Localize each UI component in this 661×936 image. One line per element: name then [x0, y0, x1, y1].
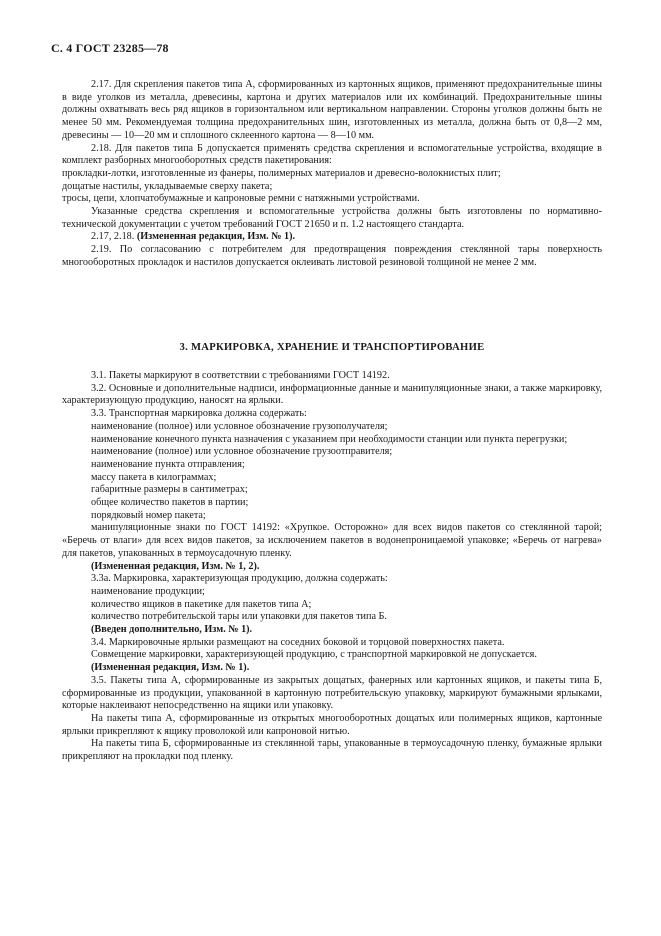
paragraph-text: дощатые настилы, укладываемые сверху пакета;: [62, 180, 273, 192]
paragraph: [62, 599, 602, 612]
paragraph-text: порядковый номер пакета;: [91, 509, 206, 521]
page-header: С. 4 ГОСТ 23285—78: [51, 41, 169, 55]
paragraph-text: наименование продукции;: [91, 585, 205, 597]
paragraph: [62, 637, 602, 650]
paragraph: [62, 446, 602, 459]
paragraph-text: Указанные средства скрепления и вспомогательные устройства должны быть изготовлены по нормативно-технической документации с учетом требований ГОСТ 21650 и п. 1.2 настоящего стандарта.: [62, 206, 602, 230]
paragraph-text: На пакеты типа А, сформированные из открытых многооборотных дощатых или полимерных ящиков, картонные ярлыки прикрепляют к ящику проволокой или капроновой нитью.: [62, 712, 602, 737]
paragraph-text: 2.17. Для скрепления пакетов типа А, сформированных из картонных ящиков, применяют предохранительные шины в виде уголков из металла, древесины, картона и других материалов или их комбинаций. Предохранительные шины должны охватывать весь ряд ящиков в горизонтальном или вертикальном направлении. Стороны уголков должны быть не менее 50 мм. Рекомендуемая толщина предохранительных шин, изготовленных из металла, должна быть от 0,8—2 мм, древесины — 10—20 мм и сплошного склеенного картона — 8—10 мм.: [62, 79, 602, 141]
paragraph: [62, 434, 602, 447]
paragraph-text: 2.19. По согласованию с потребителем для предотвращения повреждения стеклянной тары поверхность многооборотных прокладок и настилов допускается оклеивать листовой резиновой толщиной не менее 2 мм.: [62, 244, 602, 268]
section-3-body: [62, 370, 602, 764]
paragraph-text: общее количество пакетов в партии;: [91, 497, 249, 509]
paragraph: [62, 713, 602, 738]
paragraph-text: 3.3. Транспортная маркировка должна содержать:: [91, 408, 307, 420]
paragraph: [62, 624, 602, 637]
paragraph: [62, 472, 602, 485]
paragraph-text: прокладки-лотки, изготовленные из фанеры, полимерных материалов и древесно-волокнистых плит;: [62, 167, 501, 179]
paragraph: [62, 168, 602, 181]
paragraph: [62, 206, 602, 231]
paragraph-text: 3.3а. Маркировка, характеризующая продукцию, должна содержать:: [91, 573, 388, 585]
paragraph-text: 2.18. Для пакетов типа Б допускается применять средства скрепления и вспомогательные устройства, входящие в комплект разборных многооборотных средств пакетирования:: [62, 142, 602, 167]
paragraph: [62, 459, 602, 472]
paragraph: [62, 522, 602, 560]
paragraph: [62, 586, 602, 599]
paragraph-text: манипуляционные знаки по ГОСТ 14192: «Хрупкое. Осторожно» для всех видов пакетов со стеклянной тарой; «Беречь от влаги» для всех видов пакетов, за исключением пакетов в водонепроницаемой упаковке; «Беречь от нагрева» для пакетов, упакованных в термоусадочную пленку.: [62, 522, 602, 559]
paragraph: [62, 738, 602, 763]
paragraph-text: наименование пункта отправления;: [91, 458, 245, 470]
paragraph-text: габаритные размеры в сантиметрах;: [91, 484, 248, 496]
paragraph-text: 3.5. Пакеты типа А, сформированные из закрытых дощатых, фанерных или картонных ящиков, и пакеты типа Б, сформированные из продукции, упакованной в картонную потребительскую упаковку, маркируют бумажными ярлыками, которые наклеивают непосредственно на ящики или упаковку.: [62, 674, 602, 712]
paragraph-text: 3.1. Пакеты маркируют в соответствии с требованиями ГОСТ 14192.: [91, 370, 390, 381]
paragraph: [62, 244, 602, 269]
paragraph: [62, 484, 602, 497]
paragraph-text: 3.4. Маркировочные ярлыки размещают на соседних боковой и торцовой поверхностях пакета.: [91, 636, 505, 648]
paragraph: [62, 193, 602, 206]
section-title: 3. МАРКИРОВКА, ХРАНЕНИЕ И ТРАНСПОРТИРОВАНИЕ: [179, 342, 485, 353]
paragraph-text: количество потребительской тары или упаковки для пакетов типа Б.: [91, 611, 387, 623]
paragraph-text: наименование (полное) или условное обозначение грузоотправителя;: [91, 446, 393, 458]
paragraph: [62, 675, 602, 713]
paragraph: [62, 611, 602, 624]
amendment-note: (Измененная редакция, Изм. № 1, 2).: [91, 560, 260, 572]
paragraph-text: массу пакета в килограммах;: [91, 471, 217, 483]
paragraph-text: наименование (полное) или условное обозначение грузополучателя;: [91, 420, 388, 432]
paragraph: [62, 497, 602, 510]
amendment-note: (Введен дополнительно, Изм. № 1).: [91, 624, 253, 636]
paragraph: [62, 181, 602, 194]
paragraph: [62, 79, 602, 143]
paragraph-text: На пакеты типа Б, сформированные из стеклянной тары, упакованные в термоусадочную пленку, бумажные ярлыки прикрепляют на прокладки под пленку.: [62, 738, 602, 763]
paragraph: [62, 143, 602, 168]
paragraph-text: Совмещение маркировки, характеризующей продукцию, с транспортной маркировкой не допускается.: [91, 649, 537, 661]
paragraph: [62, 573, 602, 586]
paragraph: [62, 370, 602, 383]
paragraph-text: количество ящиков в пакетике для пакетов типа А;: [91, 598, 312, 610]
paragraph-text: наименование конечного пункта назначения с указанием при необходимости станции или пункта перегрузки;: [91, 433, 568, 445]
clauses-2-17-to-2-19: [62, 79, 602, 270]
paragraph: [62, 662, 602, 675]
paragraph: [62, 510, 602, 523]
paragraph-prefix: 2.17, 2.18.: [91, 231, 137, 243]
paragraph: [62, 408, 602, 421]
paragraph: [62, 649, 602, 662]
paragraph-text: 3.2. Основные и дополнительные надписи, информационные данные и манипуляционные знаки, а также маркировку, характеризующую продукцию, наносят на ярлыки.: [62, 382, 602, 407]
amendment-note: (Измененная редакция, Изм. № 1).: [91, 662, 250, 674]
paragraph: [62, 383, 602, 408]
paragraph: [62, 561, 602, 574]
paragraph: [62, 421, 602, 434]
amendment-note: (Измененная редакция, Изм. № 1).: [136, 231, 296, 243]
paragraph: [62, 231, 602, 244]
paragraph-text: тросы, цепи, хлопчатобумажные и капроновые ремни с натяжными устройствами.: [62, 193, 420, 205]
